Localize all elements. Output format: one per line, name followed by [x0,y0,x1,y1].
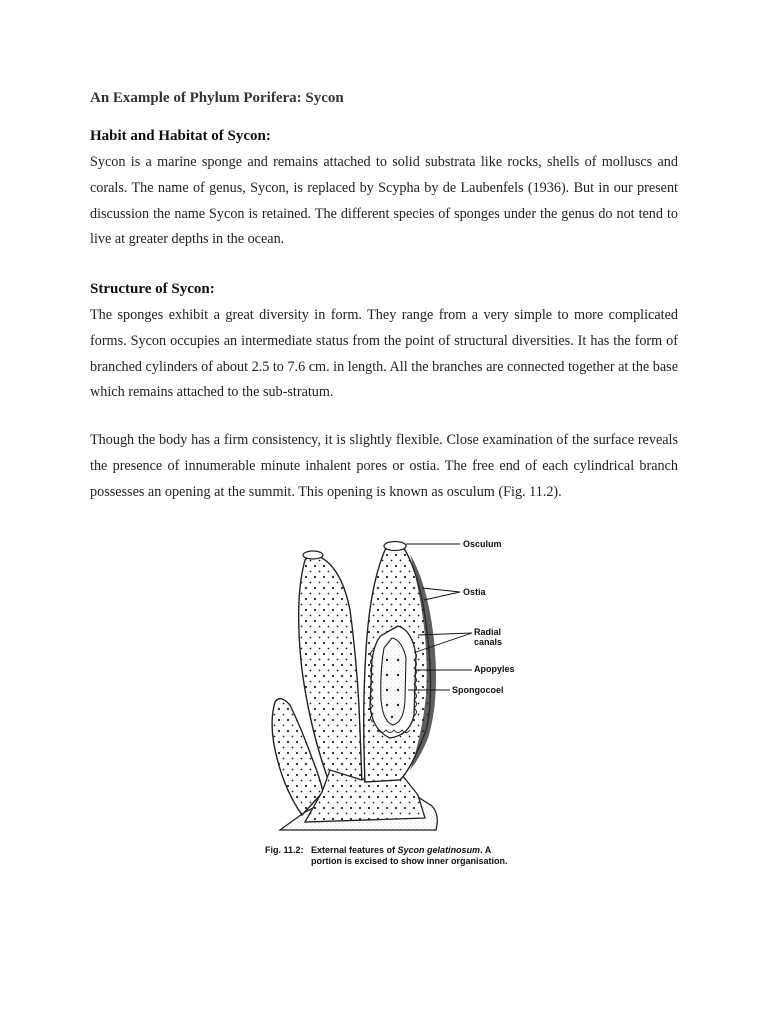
section-heading-structure: Structure of Sycon: [90,281,215,297]
caption-text-before: External features of [311,845,396,855]
osculum-right [384,542,406,551]
caption-number: Fig. 11.2: [265,845,304,855]
sycon-illustration [250,530,540,875]
figure-caption [265,845,535,867]
section-heading-habit: Habit and Habitat of Sycon: [90,128,271,144]
paragraph-structure-1: The sponges exhibit a great diversity in form. They range from a very simple to more complicated forms. Sycon occupies an intermediate status from the point of structural diversities. It has the form of branched cylinders of about 2.5 to 7.6 cm. in length. All the branches are connected together at the base which remains attached to the sub-stratum. [90,307,678,401]
caption-text-after: . A [480,845,492,855]
label-osculum: Osculum [463,539,502,549]
paragraph-habit: Sycon is a marine sponge and remains attached to solid substrata like rocks, shells of molluscs and corals. The name of genus, Sycon, is replaced by Scypha by de Laubenfels (1936). But in our present discussion the name Sycon is retained. The different species of sponges under the genus do not tend to live at greater depths in the ocean. [90,154,678,248]
label-ostia: Ostia [463,587,486,597]
label-apopyles: Apopyles [474,664,515,674]
caption-species: Sycon gelatinosum [397,845,481,855]
caption-line2: portion is excised to show inner organisation. [311,856,508,866]
sycon-figure [250,530,540,875]
paragraph-structure-2: Though the body has a firm consistency, it is slightly flexible. Close examination of the surface reveals the presence of innumerable minute inhalent pores or ostia. The free end of each cylindrical branch possesses an opening at the summit. This opening is known as osculum (Fig. 11.2). [90,432,678,500]
label-canals: canals [474,637,503,647]
label-spongocoel: Spongocoel [452,685,504,695]
document-title: An Example of Phylum Porifera: Sycon [90,90,344,106]
label-radial: Radial [474,627,502,637]
osculum-left [303,551,323,559]
spongocoel-cavity [381,638,406,725]
